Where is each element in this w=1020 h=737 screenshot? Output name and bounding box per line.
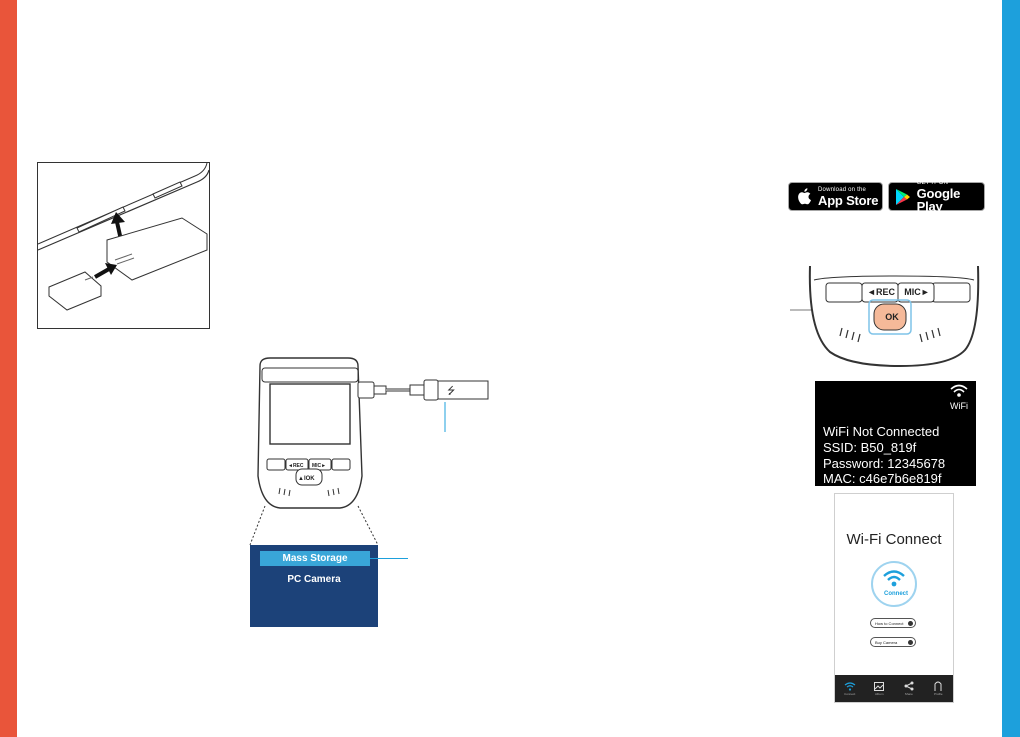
wifi-info-screen [815, 381, 976, 486]
how-to-connect-label: How to Connect [875, 621, 904, 626]
help-icon [908, 640, 913, 645]
google-play-label: Google Play [916, 186, 961, 214]
connect-button[interactable] [871, 561, 917, 607]
image-icon [874, 682, 884, 691]
buy-camera-label: Buy Camera [875, 640, 898, 645]
ok-button-label: OK [885, 312, 899, 322]
svg-text:▲IOK: ▲IOK [298, 476, 315, 482]
connect-label: Connect [884, 591, 908, 597]
wifi-icon [882, 569, 906, 589]
callout-line [370, 558, 408, 559]
menu-item-pc-camera[interactable]: PC Camera [287, 574, 341, 585]
apple-icon [795, 187, 813, 207]
app-title: Wi-Fi Connect [846, 531, 942, 548]
wifi-mac: MAC: c46e7b6e819f [823, 471, 942, 486]
play-icon [895, 187, 912, 207]
tab-connect[interactable] [835, 675, 865, 702]
tab-album[interactable] [865, 675, 895, 702]
google-play-small-label: GET IT ON [916, 180, 949, 186]
left-accent-bar [0, 0, 17, 737]
camera-buttons-illustration [790, 262, 985, 372]
app-screen [834, 493, 954, 703]
profile-icon [933, 681, 943, 691]
app-tab-bar [835, 675, 953, 702]
menu-item-mass-storage[interactable]: Mass Storage [260, 551, 370, 566]
buy-camera-button[interactable] [870, 637, 916, 647]
app-store-badge[interactable] [788, 182, 883, 211]
svg-text:MIC►: MIC► [312, 463, 327, 469]
sd-card-illustration [37, 162, 210, 329]
mic-button-label: MIC► [904, 287, 930, 297]
how-to-connect-button[interactable] [870, 618, 916, 628]
tab-album-label: Album [874, 691, 884, 696]
tab-share[interactable] [894, 675, 924, 702]
tab-share-label: Share [904, 692, 913, 696]
google-play-badge[interactable] [888, 180, 985, 214]
wifi-label: WiFi [950, 401, 968, 411]
wifi-ssid: SSID: B50_819f [823, 440, 917, 455]
share-icon [904, 681, 914, 691]
tab-connect-label: Connect [844, 691, 856, 696]
wifi-password: Password: 12345678 [823, 456, 946, 471]
svg-text:◄REC: ◄REC [288, 463, 304, 469]
app-store-small-label: Download on the [818, 186, 867, 193]
help-icon [908, 621, 913, 626]
wifi-icon [844, 682, 856, 691]
wifi-icon [950, 384, 968, 401]
tab-profile[interactable] [924, 675, 954, 702]
svg-text:⭍: ⭍ [447, 386, 456, 397]
dashcam-usb-illustration [240, 356, 500, 546]
rec-button-label: ◄REC [867, 287, 895, 297]
wifi-status: WiFi Not Connected [823, 424, 940, 439]
app-store-label: App Store [818, 192, 879, 208]
right-accent-bar [1002, 0, 1020, 737]
usb-mode-screen [250, 545, 378, 627]
tab-profile-label: Profile [933, 692, 943, 696]
